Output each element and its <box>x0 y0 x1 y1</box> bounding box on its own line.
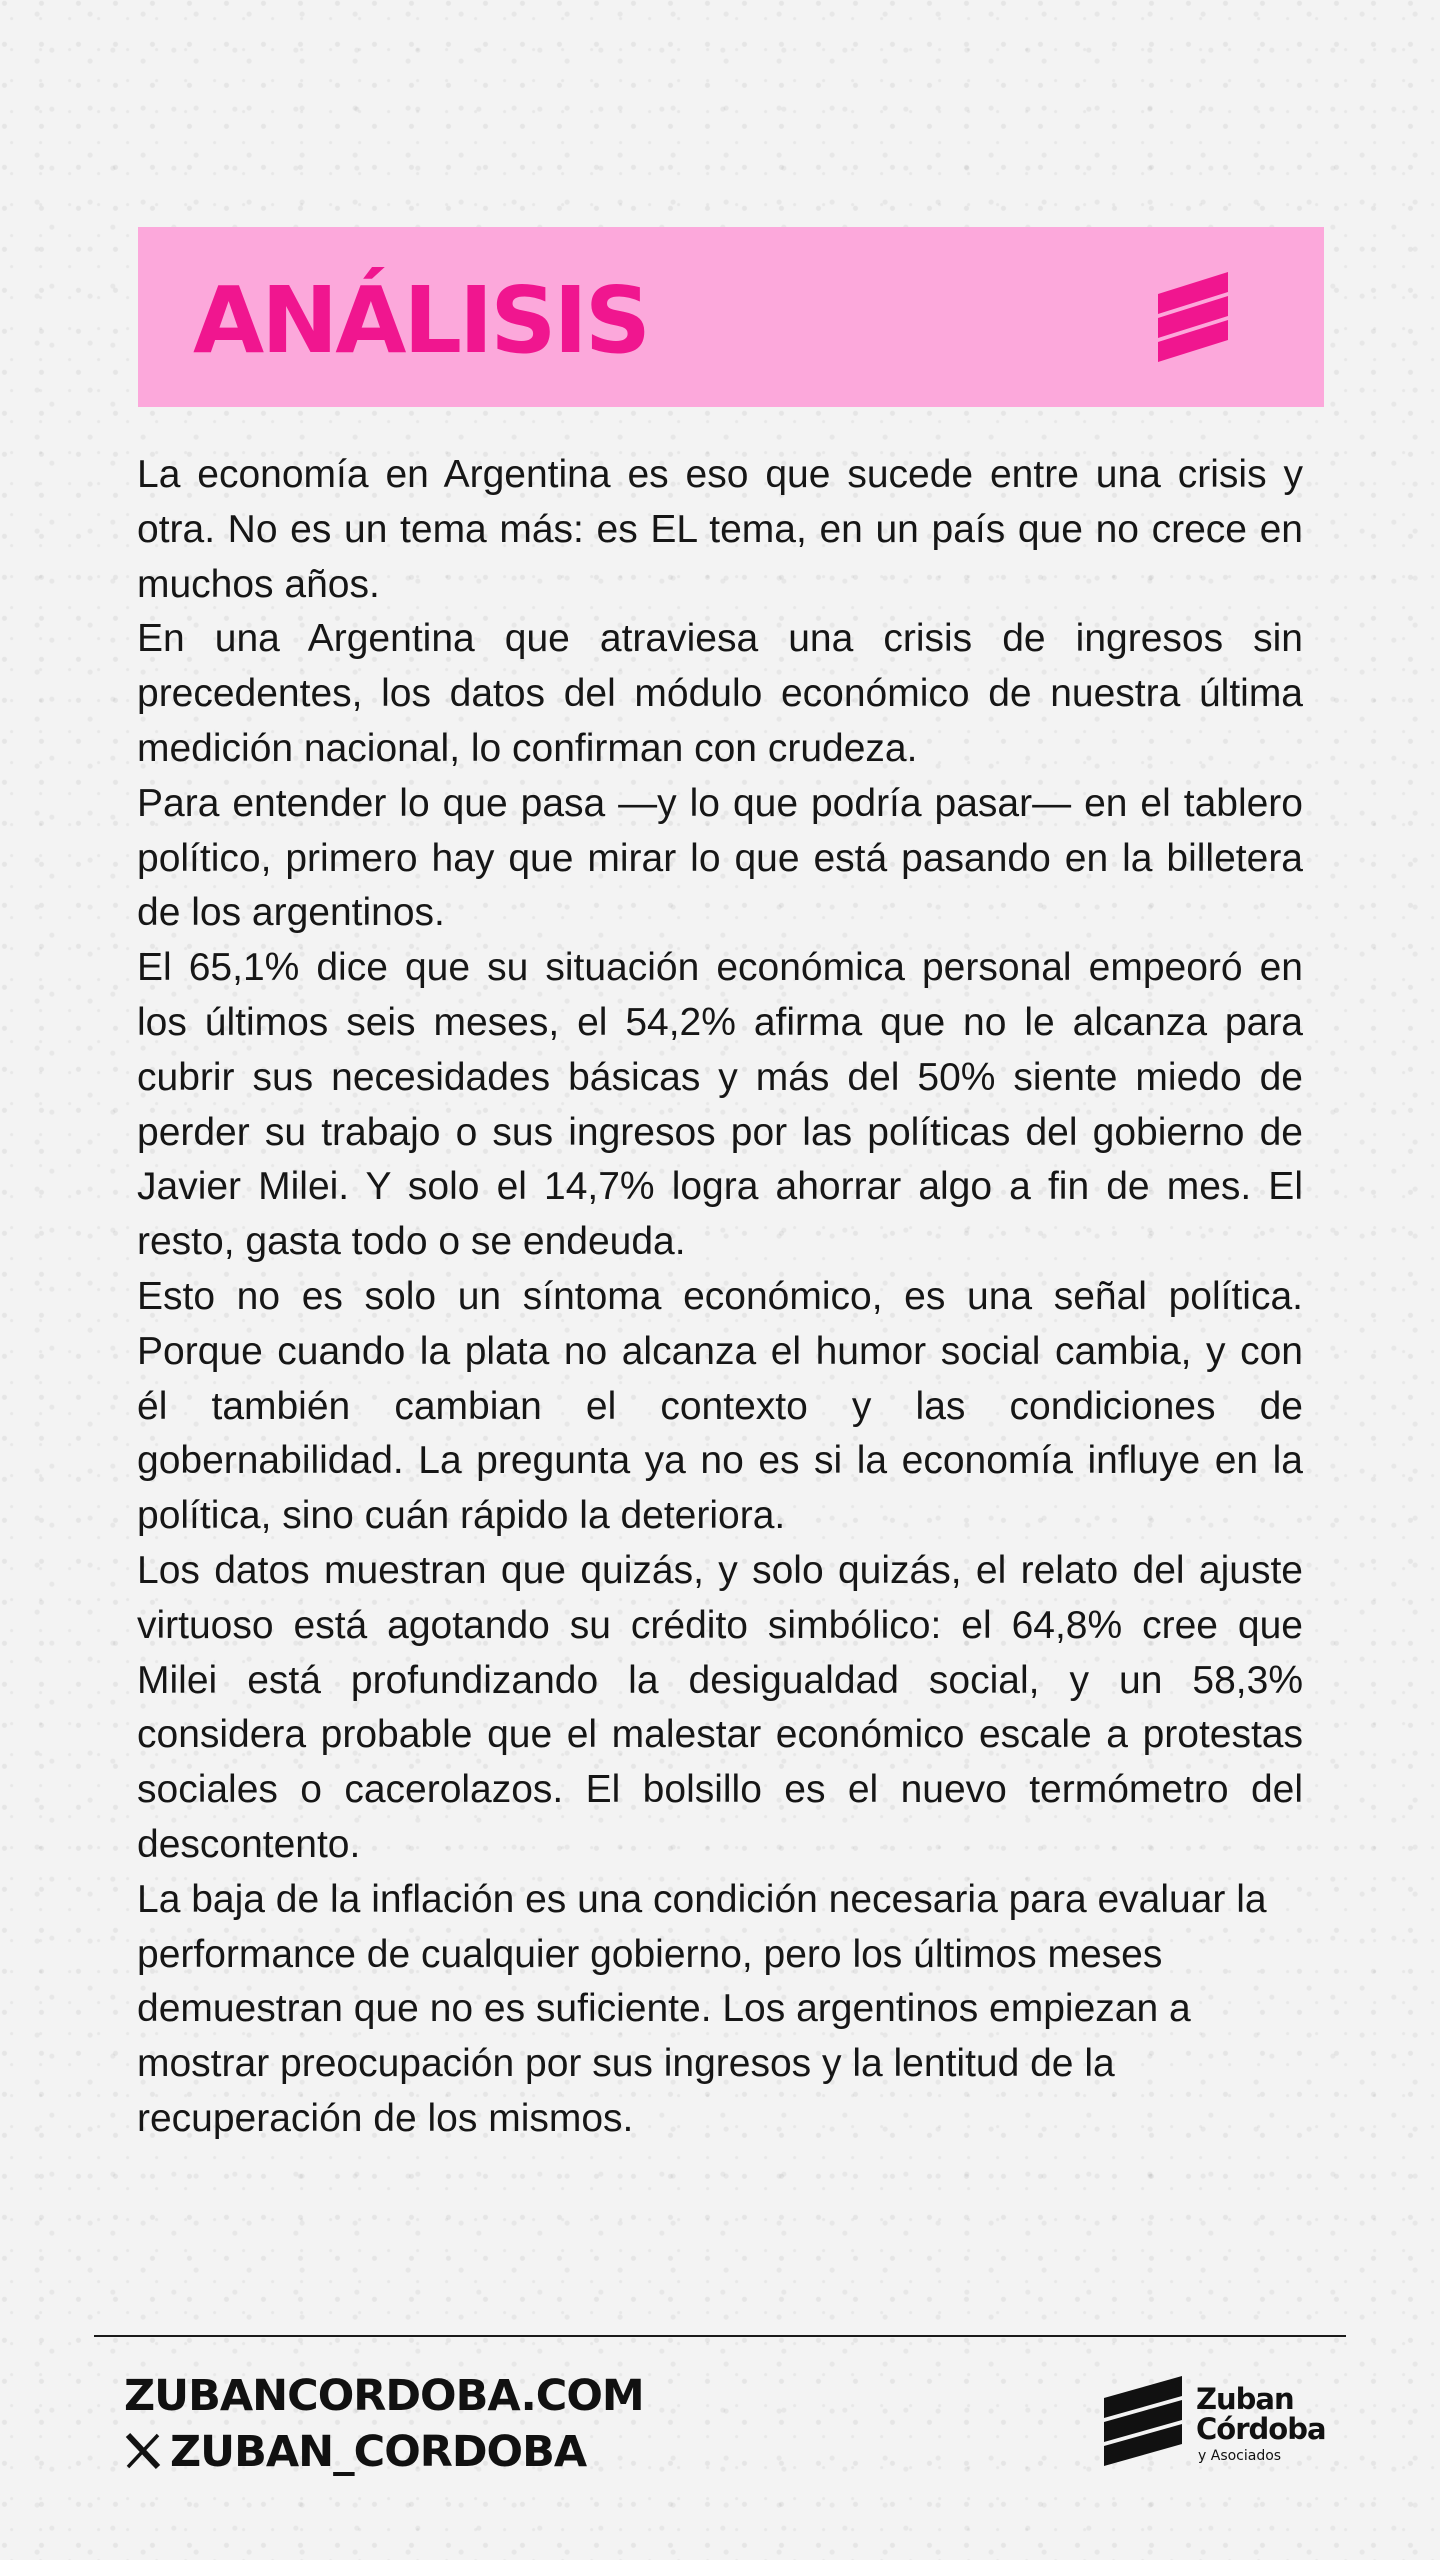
article-paragraph: Esto no es solo un síntoma económico, es una señal política. Porque cuando la plata no alcanza el humor social cambia, y con él también cambian el contexto y las condiciones de gobernabilidad. La pregunta ya no es si la economía influye en la política, sino cuán rápido la deteriora. <box>137 1274 1303 1538</box>
x-handle-text: ZUBAN_CORDOBA <box>170 2427 587 2477</box>
footer-divider <box>94 2335 1346 2337</box>
zuban-stripes-icon <box>1148 272 1236 362</box>
article-paragraph: El 65,1% dice que su situación económica personal empeoró en los últimos seis meses, el 54,2% afirma que no le alcanza para cubrir sus necesidades básicas y más del 50% siente miedo de perder su trabajo o sus ingresos por las políticas del gobierno de Javier Milei. Y solo el 14,7% logra ahorrar algo a fin de mes. El resto, gasta todo o se endeuda. <box>137 946 1303 1264</box>
article-paragraph: La economía en Argentina es eso que sucede entre una crisis y otra. No es un tema más: es EL tema, en un país que no crece en muchos años. <box>137 453 1303 606</box>
article-body <box>137 448 1303 2147</box>
article-paragraph: En una Argentina que atraviesa una crisis de ingresos sin precedentes, los datos del módulo económico de nuestra última medición nacional, lo confirman con crudeza. <box>137 617 1303 770</box>
article-paragraph: Los datos muestran que quizás, y solo quizás, el relato del ajuste virtuoso está agotando su crédito simbólico: el 64,8% cree que Milei está profundizando la desigualdad social, y un 58,3% considera probable que el malestar económico escale a protestas sociales o cacerolazos. El bolsillo es el nuevo termómetro del descontento. <box>137 1548 1303 1866</box>
brand-name: Zuban Córdoba <box>1196 2382 1326 2446</box>
page-title: ANÁLISIS <box>193 267 649 374</box>
x-logo-icon <box>124 2432 162 2470</box>
brand-logo <box>1100 2376 1326 2472</box>
article-paragraph: Para entender lo que pasa —y lo que podría pasar— en el tablero político, primero hay que mirar lo que está pasando en la billetera de los argentinos. <box>137 781 1303 935</box>
brand-subtitle: y Asociados <box>1198 2448 1282 2464</box>
website-text: ZUBANCORDOBA.COM <box>124 2371 644 2421</box>
article-paragraph: La baja de la inflación es una condición necesaria para evaluar la performance de cualquier gobierno, pero los últimos meses demuestran que no es suficiente. Los argentinos empiezan a mostrar preocupación por sus ingresos y la lentitud de la recuperación de los mismos. <box>137 1877 1267 2140</box>
footer-links <box>124 2368 644 2480</box>
x-handle-link[interactable] <box>124 2424 644 2480</box>
header-banner <box>138 227 1324 407</box>
zuban-cordoba-logo-icon <box>1100 2376 1186 2466</box>
website-link[interactable] <box>124 2368 644 2424</box>
